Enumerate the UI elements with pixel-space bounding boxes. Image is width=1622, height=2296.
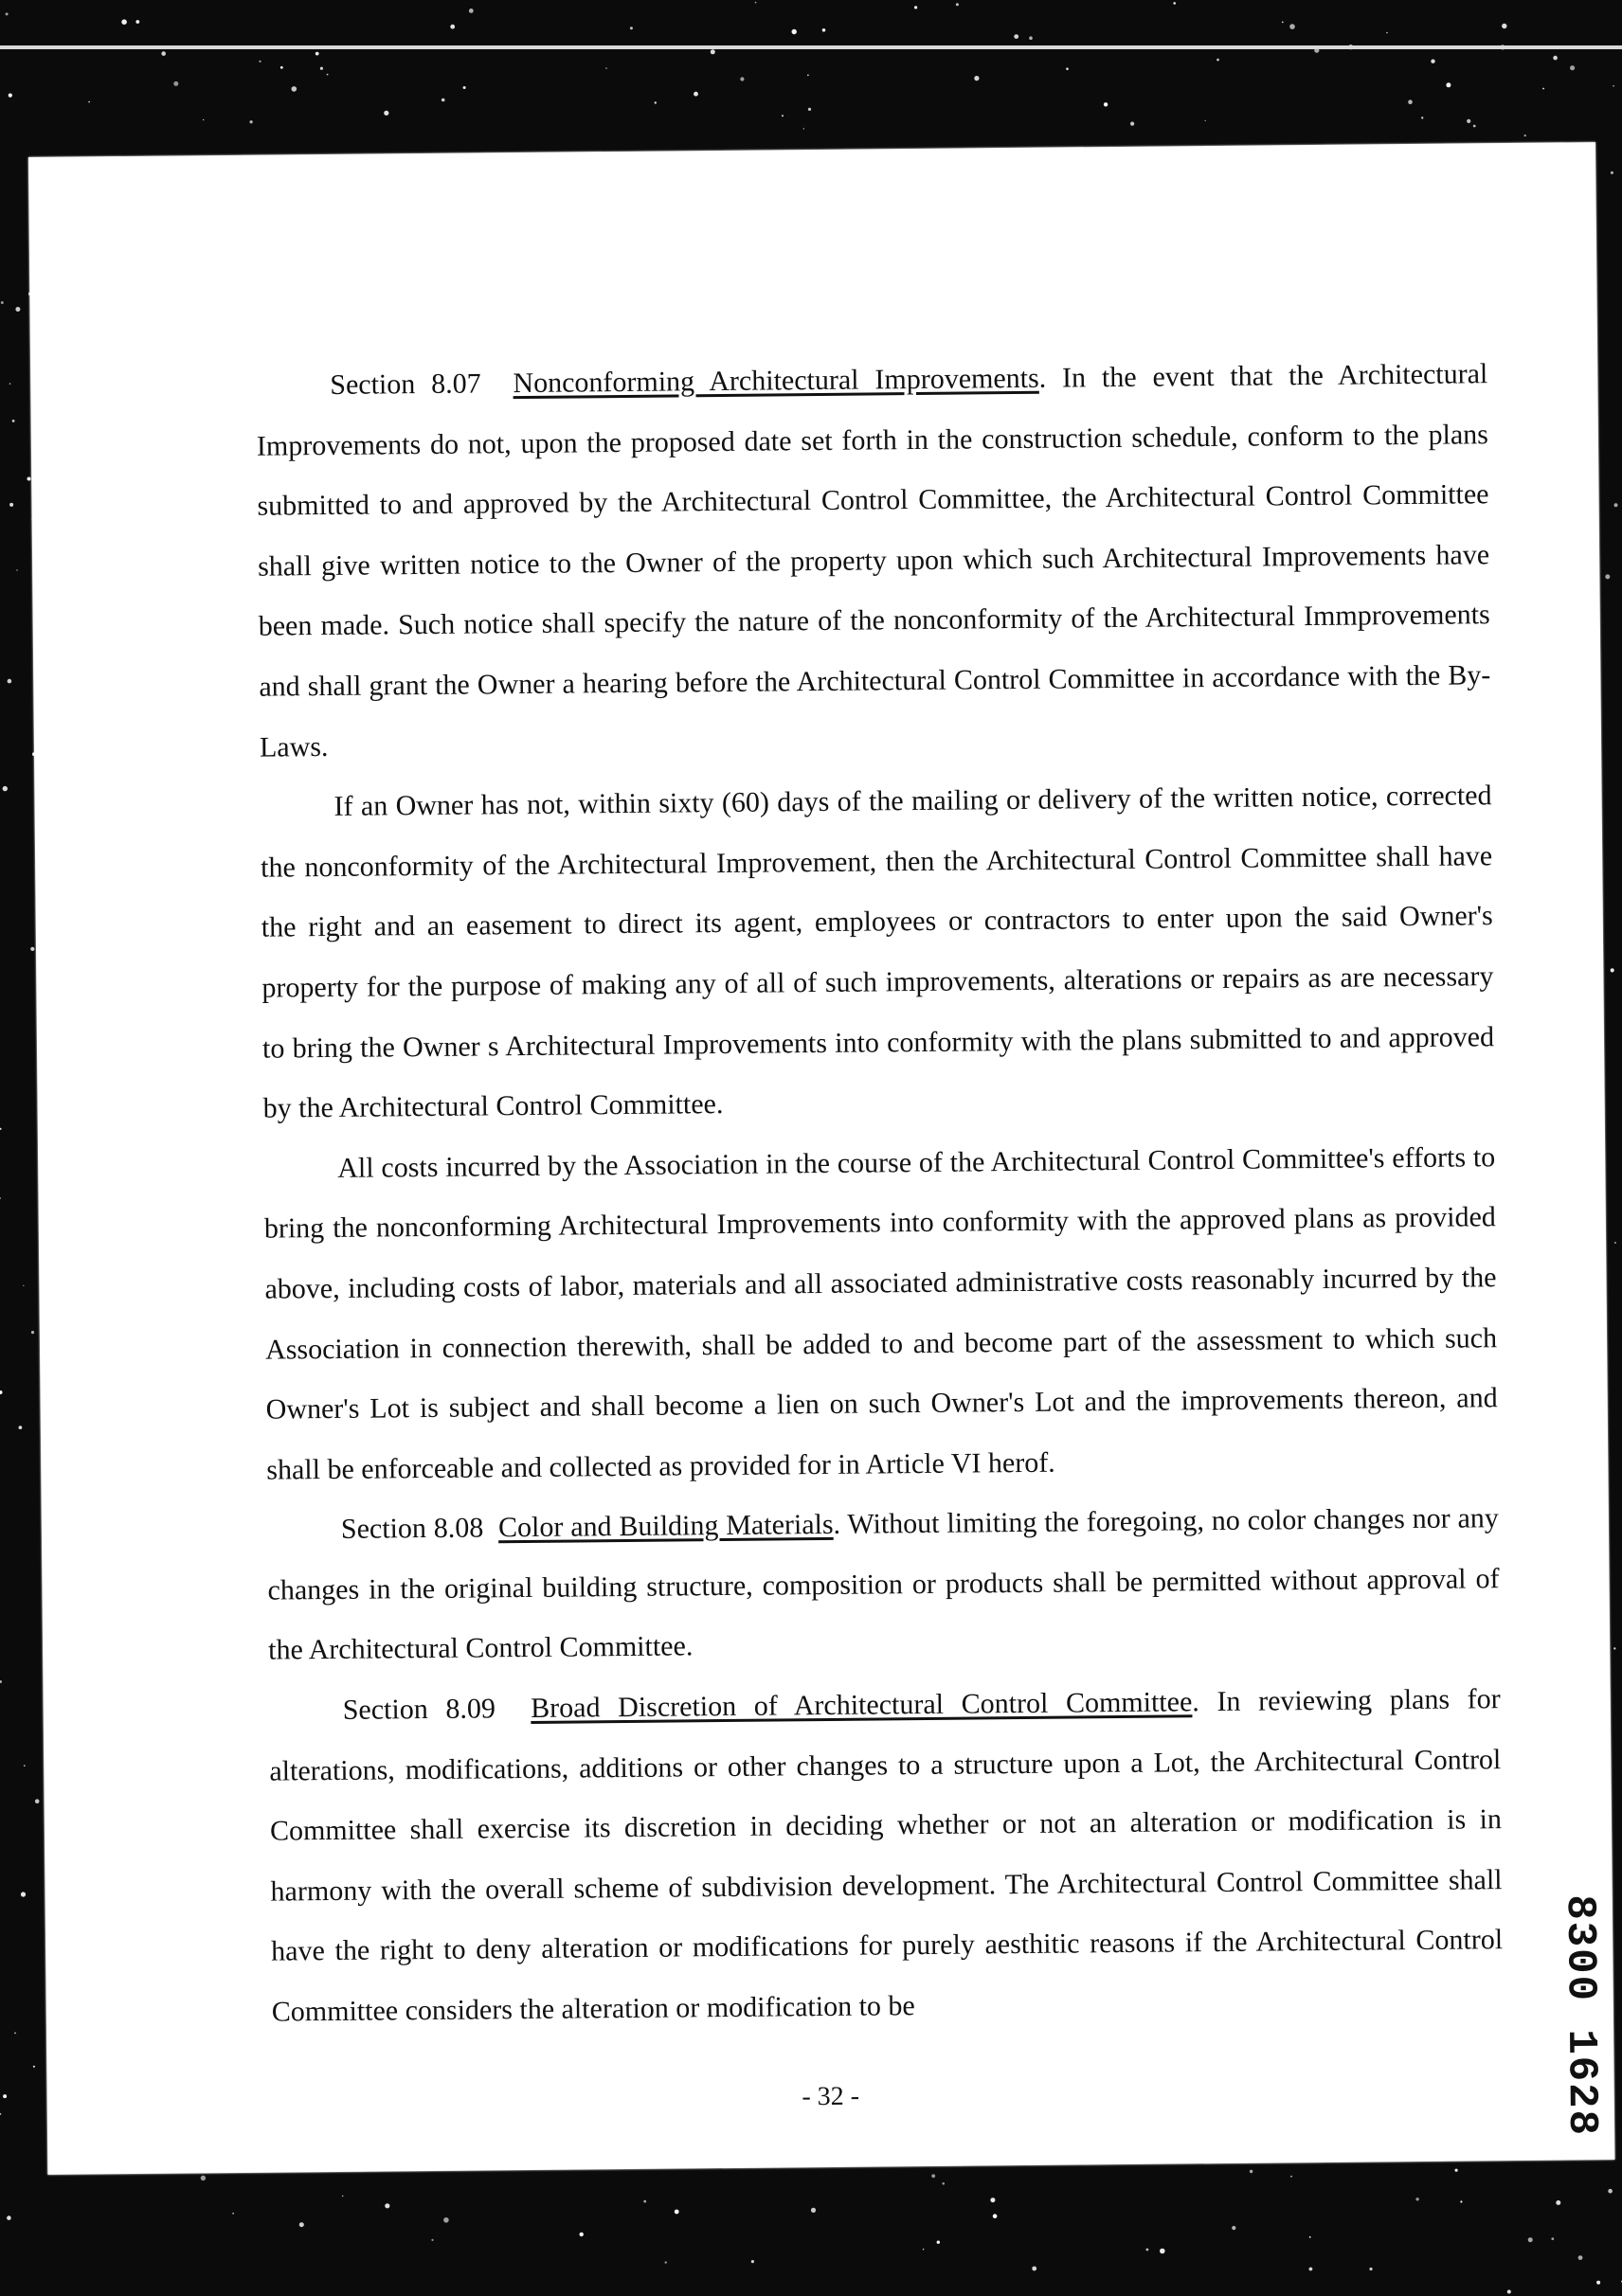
- noise-speck: [974, 76, 979, 81]
- noise-speck: [385, 2203, 389, 2208]
- page-number: - 32 -: [802, 2081, 860, 2112]
- costs-paragraph: [263, 1127, 1499, 1500]
- noise-speck: [201, 2176, 206, 2180]
- noise-speck: [1014, 34, 1018, 39]
- noise-speck: [711, 49, 715, 54]
- noise-speck: [1613, 1647, 1615, 1649]
- noise-speck: [694, 92, 698, 97]
- noise-speck: [1415, 2197, 1418, 2200]
- noise-speck: [822, 28, 826, 32]
- document-body: [256, 344, 1504, 2042]
- noise-speck: [1205, 120, 1206, 121]
- noise-speck: [914, 6, 917, 9]
- noise-speck: [6, 12, 9, 15]
- noise-speck: [1066, 67, 1069, 70]
- section-number: Section 8.07: [330, 368, 481, 401]
- paragraph-text: . In the event that the Architectural Improvements do not, upon the proposed date set forth in the construction schedule, conform to the plans submitted to and approved by the Architectural Control Committee, the Architectural Control Committee shall give written notice to the Owner of the property upon which such Architectural Improvements have been made. Such notice shall specify the nature of the nonconformity of the Architectural Immprovements and shall grant the Owner a hearing before the Architectural Control Committee in accordance with the By-Laws.: [256, 358, 1491, 763]
- book-page-stamp: [1555, 1894, 1606, 2179]
- noise-speck: [315, 52, 319, 56]
- noise-speck: [24, 1765, 26, 1767]
- noise-speck: [15, 307, 20, 312]
- noise-speck: [1605, 574, 1610, 579]
- noise-speck: [1473, 125, 1476, 128]
- noise-speck: [1528, 2237, 1533, 2242]
- paragraph-text: All costs incurred by the Association in the course of the Architectural Control Committee's efforts to bring the nonconforming Architectural Improvements into conformity with the approved plans as provided above, including costs of labor, materials and all associated administrative costs reasonably incurred by the Association in connection therewith, shall be added to and become part of the assessment to which such Owner's Lot is subject and shall become a lien on such Owner's Lot and the improvements thereon, and shall be enforceable and collected as provided for in Article VI herof.: [263, 1140, 1498, 1486]
- noise-speck: [1460, 2200, 1462, 2202]
- noise-speck: [1, 301, 4, 304]
- noise-speck: [135, 20, 139, 24]
- noise-speck: [1216, 59, 1219, 62]
- noise-speck: [993, 2214, 998, 2218]
- noise-speck: [1613, 85, 1614, 87]
- noise-speck: [320, 67, 323, 70]
- noise-speck: [740, 77, 744, 81]
- noise-speck: [942, 2182, 945, 2185]
- noise-speck: [1542, 88, 1544, 90]
- paragraph-text: . Without limiting the foregoing, no color changes nor any changes in the original building structure, composition or products shall be permitted without approval of the Architectural Control Committee.: [267, 1502, 1500, 1667]
- noise-speck: [1290, 2176, 1292, 2178]
- noise-speck: [8, 679, 12, 684]
- noise-speck: [327, 74, 329, 76]
- noise-speck: [1250, 2170, 1253, 2173]
- section-8-08-paragraph: [267, 1488, 1501, 1680]
- noise-speck: [0, 2113, 1, 2115]
- noise-speck: [7, 2215, 11, 2220]
- noise-speck: [755, 2, 757, 4]
- noise-speck: [27, 477, 31, 481]
- noise-speck: [463, 86, 466, 89]
- noise-speck: [443, 2217, 449, 2223]
- noise-speck: [1386, 32, 1387, 33]
- noise-speck: [1421, 117, 1423, 118]
- noise-speck: [33, 2066, 35, 2068]
- noise-speck: [1570, 65, 1575, 70]
- noise-speck: [1104, 102, 1108, 106]
- noise-speck: [807, 75, 809, 77]
- noise-speck: [0, 1128, 2, 1130]
- section-heading: Color and Building Materials: [497, 1509, 834, 1544]
- noise-speck: [1160, 2249, 1165, 2254]
- top-scan-rule: [0, 45, 1622, 49]
- noise-speck: [1578, 2255, 1583, 2260]
- noise-speck: [655, 101, 657, 103]
- noise-speck: [0, 1680, 2, 1683]
- noise-speck: [1467, 119, 1470, 123]
- noise-speck: [1173, 2, 1176, 5]
- noise-speck: [342, 2196, 344, 2197]
- noise-speck: [442, 99, 445, 102]
- noise-speck: [1455, 2169, 1458, 2172]
- noise-speck: [811, 2208, 816, 2213]
- noise-speck: [88, 101, 90, 103]
- section-heading: Nonconforming Architectural Improvements: [513, 362, 1039, 400]
- noise-speck: [990, 2197, 995, 2202]
- noise-speck: [782, 115, 784, 117]
- noise-speck: [1146, 2249, 1149, 2251]
- noise-speck: [931, 2174, 935, 2178]
- noise-speck: [161, 51, 166, 56]
- book-page-stamp-text: 8300 1628: [1555, 1894, 1606, 2138]
- noise-speck: [956, 3, 959, 6]
- noise-speck: [605, 67, 607, 69]
- noise-speck: [665, 2261, 667, 2263]
- noise-speck: [1369, 2268, 1372, 2270]
- noise-speck: [937, 2241, 940, 2244]
- noise-speck: [9, 383, 11, 385]
- noise-speck: [0, 1197, 1, 1198]
- noise-speck: [450, 25, 455, 29]
- section-heading: Broad Discretion of Architectural Control Committee: [531, 1686, 1193, 1725]
- noise-speck: [431, 2239, 433, 2241]
- noise-speck: [1507, 2290, 1511, 2294]
- noise-speck: [1611, 171, 1613, 174]
- noise-speck: [9, 503, 13, 507]
- noise-speck: [23, 1285, 24, 1286]
- owner-notice-paragraph: [260, 765, 1495, 1139]
- noise-speck: [630, 27, 633, 29]
- noise-speck: [259, 61, 261, 63]
- noise-speck: [384, 111, 388, 116]
- noise-speck: [469, 9, 474, 13]
- noise-speck: [1408, 99, 1413, 104]
- noise-speck: [792, 29, 797, 34]
- noise-speck: [1446, 82, 1451, 87]
- noise-speck: [1309, 2268, 1313, 2271]
- noise-speck: [1596, 2281, 1600, 2285]
- noise-speck: [1614, 503, 1618, 507]
- noise-speck: [250, 120, 253, 123]
- noise-speck: [9, 94, 12, 98]
- noise-speck: [232, 2213, 234, 2215]
- noise-speck: [31, 1331, 34, 1334]
- noise-speck: [173, 81, 178, 86]
- noise-speck: [0, 1390, 3, 1394]
- noise-speck: [923, 2249, 924, 2250]
- noise-speck: [14, 2033, 16, 2035]
- noise-speck: [1289, 24, 1295, 29]
- paragraph-text: . In reviewing plans for alterations, modifications, additions or other changes to a structure upon a Lot, the Architectural Control Committee shall exercise its discretion in deciding whether or not an alteration or modification is in harmony with the overall scheme of subdivision development. The Architectural Control Committee shall have the right to deny alteration or modifications for purely aesthitic reasons if the Architectural Control Committee considers the alteration or modification to be: [269, 1683, 1504, 2028]
- noise-speck: [808, 108, 811, 111]
- noise-speck: [643, 2200, 646, 2203]
- document-page: [28, 142, 1614, 2175]
- noise-speck: [1611, 968, 1614, 972]
- noise-speck: [1608, 2189, 1613, 2194]
- noise-speck: [30, 947, 34, 951]
- noise-speck: [1502, 24, 1506, 28]
- noise-speck: [1553, 56, 1558, 61]
- noise-speck: [3, 786, 8, 791]
- noise-speck: [121, 19, 127, 25]
- noise-speck: [1614, 1242, 1616, 1244]
- section-number: Section 8.09: [342, 1693, 496, 1726]
- paragraph-text: If an Owner has not, within sixty (60) days of the mailing or delivery of the written notice, corrected the nonconformity of the Architectural Improvement, then the Architectural Control Committee shall have the right and an easement to direct its agent, employees or contractors to enter upon the said Owner's property for the purpose of making any of all of such improvements, alterations or repairs as are necessary to bring the Owner s Architectural Improvements into conformity with the plans submitted to and approved by the Architectural Control Committee.: [261, 780, 1495, 1124]
- section-8-09-paragraph: [268, 1669, 1504, 2042]
- noise-speck: [1282, 22, 1284, 24]
- noise-speck: [3, 2094, 7, 2098]
- noise-speck: [21, 1892, 26, 1896]
- noise-speck: [292, 86, 297, 92]
- noise-speck: [19, 1426, 23, 1429]
- noise-speck: [580, 2233, 584, 2236]
- noise-speck: [1032, 2267, 1036, 2271]
- noise-speck: [803, 128, 804, 129]
- noise-speck: [1551, 2237, 1554, 2240]
- noise-speck: [1232, 2226, 1235, 2230]
- noise-speck: [12, 420, 15, 422]
- noise-speck: [1309, 2236, 1311, 2238]
- noise-speck: [203, 119, 204, 120]
- noise-speck: [280, 66, 283, 69]
- noise-speck: [1130, 122, 1134, 126]
- noise-speck: [1556, 2200, 1560, 2205]
- noise-speck: [1431, 59, 1434, 63]
- section-number: Section 8.08: [340, 1512, 484, 1546]
- noise-speck: [16, 569, 18, 571]
- noise-speck: [35, 1799, 40, 1803]
- section-8-07-paragraph: [256, 344, 1491, 778]
- noise-speck: [299, 2222, 304, 2227]
- noise-speck: [675, 2210, 679, 2215]
- noise-speck: [1524, 135, 1526, 136]
- noise-speck: [1029, 36, 1033, 40]
- noise-speck: [751, 2260, 754, 2263]
